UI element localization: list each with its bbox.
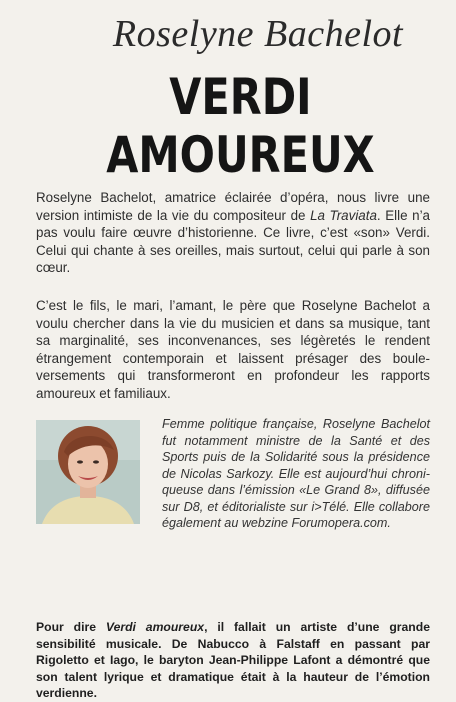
author-photo xyxy=(36,420,140,524)
summary-paragraph-1 xyxy=(36,189,430,277)
author-portrait-image xyxy=(36,420,140,524)
footer-text-a: Pour dire xyxy=(36,620,106,634)
summary-p1-text-a: Roselyne Bachelot, amatrice éclairée d’opéra, nous livre une version intimiste de la vie du compositeur de xyxy=(36,190,430,223)
footer-note xyxy=(36,619,430,702)
author-name: Roselyne Bachelot xyxy=(112,13,404,55)
summary-p1-work-title: La Traviata xyxy=(310,207,377,223)
summary-p1-text-c: . Elle n’a pas voulu faire œuvre d’historienne. Ce livre, c’est «son» Verdi. Celui qui chante à ses oreilles, mais surtout, celui qui parle à son cœur. xyxy=(36,207,430,276)
footer-text-c: , il fallait un artiste d’une grande sensibilité musicale. De Nabucco à Falstaff en passant par Rigoletto et Iago, le baryton Jean-Philippe Lafont a démontré que son talent lyrique et dramatique était à la hauteur de l’émotion verdienne. xyxy=(36,620,430,701)
summary-paragraph-2: C’est le fils, le mari, l’amant, le père que Roselyne Bachelot a voulu chercher dans la vie du musicien et dans sa musique, tant sa marginalité, ses inconvenances, ses légèretés le rendent étrangement contemporain et laissent présager des boule-versements qui transformeront en profondeur les rapports amoureux et familiaux. xyxy=(36,298,430,401)
book-title: VERDI AMOUREUX xyxy=(106,68,375,184)
footer-book-title: Verdi amoureux xyxy=(105,620,205,634)
author-bio: Femme politique française, Roselyne Bachelot fut notamment ministre de la Santé et des Sports puis de la Solidarité sous la présidence de Nicolas Sarkozy. Elle est aujourd’hui chroni-queuse dans l’émission «Le Grand 8», diffusée sur D8, et éditorialiste sur i>Télé. Elle collabore également au webzine Forumopera.com. xyxy=(162,417,430,530)
